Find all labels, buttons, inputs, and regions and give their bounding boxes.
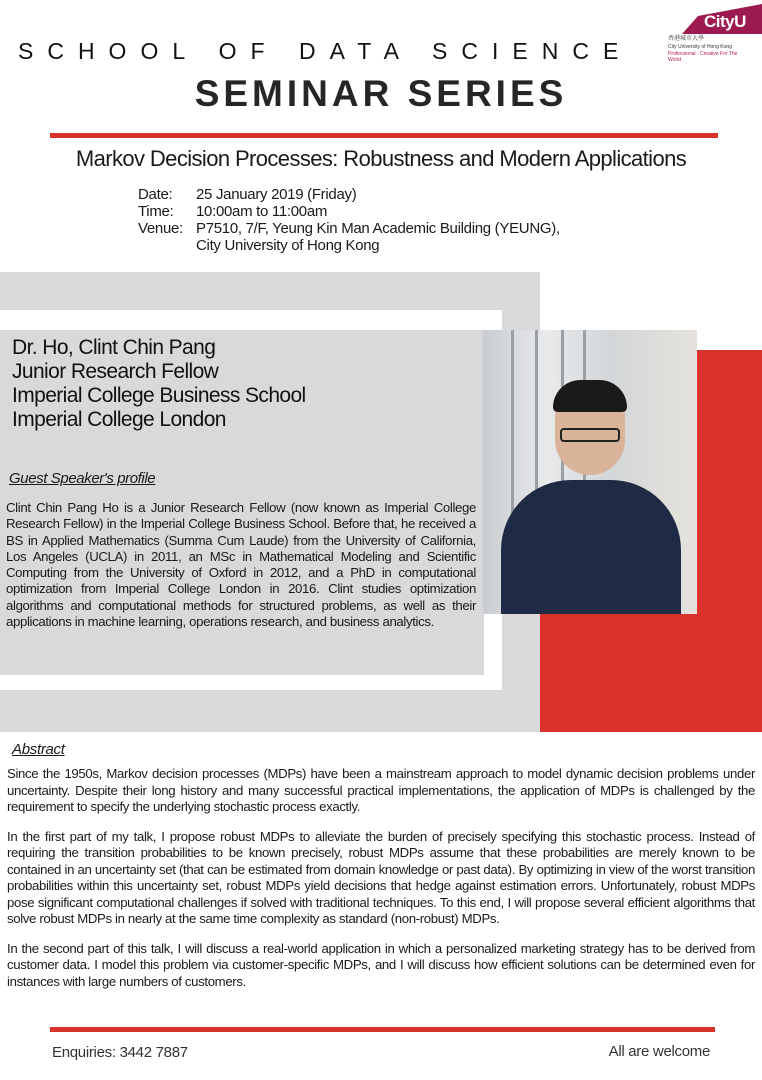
speaker-details: [12, 336, 480, 432]
speaker-school: Imperial College Business School: [12, 384, 306, 407]
seminar-series-title: SEMINAR SERIES: [194, 73, 568, 114]
cityu-logo: [668, 2, 762, 66]
abstract-paragraph: In the second part of this talk, I will discuss a real-world application in which a personalized marketing strategy has to be derived from customer data. I model this problem via customer-specific MDPs, and I will discuss how efficient solutions can be determined even for instances with large numbers of customers.: [7, 940, 755, 989]
speaker-position: Junior Research Fellow: [12, 360, 219, 383]
logo-english: City University of Hong Kong: [668, 44, 732, 50]
date-value: 25 January 2019 (Friday): [196, 186, 357, 203]
profile-text: Clint Chin Pang Ho is a Junior Research Fellow (now known as Imperial College Research Fellow) in the Imperial College Business School. Before that, he received a BS in Applied Mathematics (Summa Cum Laude) from the University of California, Los Angeles (UCLA) in 2011, an MSc in Mathematical Modeling and Scientific Computing from the University of Oxford in 2012, and a PhD in computational optimization from Imperial College London in 2016. Clint studies optimization algorithms and computational methods for structured problems, as well as their applications in machine learning, operations research, and business analytics.: [6, 500, 476, 630]
venue-value-line2: City University of Hong Kong: [196, 237, 380, 254]
logo-chinese: 香港城市大學: [668, 36, 705, 42]
time-value: 10:00am to 11:00am: [196, 203, 328, 220]
divider-top: [50, 133, 718, 138]
abstract-heading: Abstract: [12, 741, 65, 758]
time-label: Time:: [138, 203, 174, 220]
speaker-institution: Imperial College London: [12, 408, 226, 431]
seminar-title: Markov Decision Processes: Robustness and Modern Applications: [75, 146, 687, 171]
speaker-name: Dr. Ho, Clint Chin Pang: [12, 336, 216, 359]
logo-wordmark: CityU: [704, 12, 746, 31]
school-name: SCHOOL OF DATA SCIENCE: [18, 38, 633, 64]
speaker-photo: [483, 330, 697, 614]
abstract-paragraph: Since the 1950s, Markov decision processes (MDPs) have been a mainstream approach to model dynamic decision problems under uncertainty. Despite their long history and many successful practical implementations, the application of MDPs is challenged by the requirement to specify the underlying stochastic process exactly.: [7, 766, 755, 814]
all-welcome: All are welcome: [608, 1043, 710, 1060]
abstract-body: [7, 766, 755, 1003]
enquiries: Enquiries: 3442 7887: [52, 1044, 188, 1061]
divider-bottom: [50, 1027, 715, 1032]
logo-tagline: Professional · Creative For The World: [668, 51, 738, 63]
abstract-paragraph: In the first part of my talk, I propose robust MDPs to alleviate the burden of precisely specifying this stochastic process. Instead of requiring the transition probabilities to be known precisely, robust MDPs assume that these probabilities are merely known to be contained in an uncertainty set (that can be estimated from domain knowledge or past data). By optimizing in view of the worst transition probabilities within this uncertainty set, robust MDPs yield decisions that hedge against estimation errors. Unfortunately, robust MDPs pose significant computational challenges if solved with traditional techniques. To this end, I will propose several efficient algorithms that solve robust MDPs in nearly at the same time complexity as standard (non-robust) MDPs.: [7, 828, 755, 926]
profile-heading: Guest Speaker's profile: [9, 470, 156, 487]
date-label: Date:: [138, 186, 173, 203]
venue-value: P7510, 7/F, Yeung Kin Man Academic Building (YEUNG),: [196, 220, 560, 237]
venue-label: Venue:: [138, 220, 183, 237]
event-info: [138, 186, 560, 254]
